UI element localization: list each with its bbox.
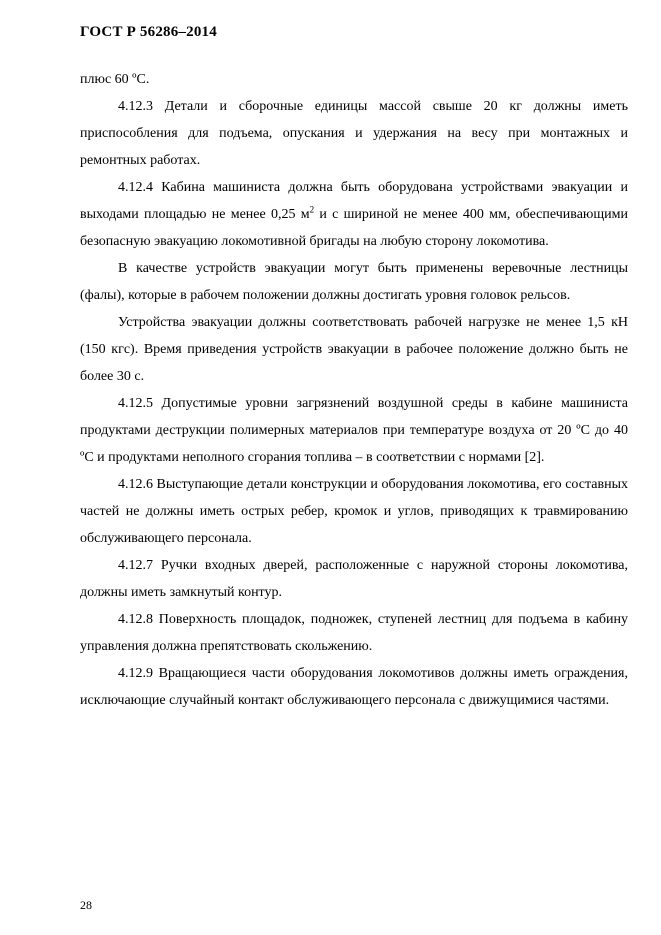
paragraph-evacuation-load: Устройства эвакуации должны соответствовать рабочей нагрузке не менее 1,5 кН (150 кгс). Время приведения устройств эвакуации в рабочее положение должно быть не более 30 с. (80, 315, 628, 384)
paragraph-4-12-3: 4.12.3 Детали и сборочные единицы массой свыше 20 кг должны иметь приспособления для подъема, опускания и удержания на весу при монтажных и ремонтных работах. (80, 99, 628, 168)
paragraph-4-12-7: 4.12.7 Ручки входных дверей, расположенные с наружной стороны локомотива, должны иметь замкнутый контур. (80, 558, 628, 600)
paragraph-4-12-6: 4.12.6 Выступающие детали конструкции и оборудования локомотива, его составных частей не должны иметь острых ребер, кромок и углов, приводящих к травмированию обслуживающего персонала. (80, 477, 628, 546)
paragraph-evacuation-devices: В качестве устройств эвакуации могут быть применены веревочные лестницы (фалы), которые в рабочем положении должны достигать уровня головок рельсов. (80, 261, 628, 303)
paragraph-continuation: плюс 60 ºС. (80, 72, 150, 87)
paragraph-4-12-9: 4.12.9 Вращающиеся части оборудования локомотивов должны иметь ограждения, исключающие случайный контакт обслуживающего персонала с движущимися частями. (80, 666, 628, 708)
paragraph-4-12-8: 4.12.8 Поверхность площадок, подножек, ступеней лестниц для подъема в кабину управления должна препятствовать скольжению. (80, 612, 628, 654)
paragraph-4-12-4-text-end: и с шириной не менее 400 мм, обеспечивающими безопасную эвакуацию локомотивной бригады на любую сторону локомотива. (80, 207, 628, 249)
paragraph-4-12-5: 4.12.5 Допустимые уровни загрязнений воздушной среды в кабине машиниста продуктами деструкции полимерных материалов при температуре воздуха от 20 ºС до 40 ºС и продуктами неполного сгорания топлива – в соответствии с нормами [2]. (80, 396, 628, 465)
page-number: 28 (80, 898, 92, 912)
document-header: ГОСТ Р 56286–2014 (80, 24, 217, 40)
paragraph-4-12-4 (80, 174, 628, 255)
superscript-squared: 2 (309, 204, 315, 215)
document-body (80, 66, 628, 714)
paragraph-4-12-4-text-start: 4.12.4 Кабина машиниста должна быть оборудована устройствами эвакуации и выходами площадью не менее 0,25 м (80, 180, 628, 222)
